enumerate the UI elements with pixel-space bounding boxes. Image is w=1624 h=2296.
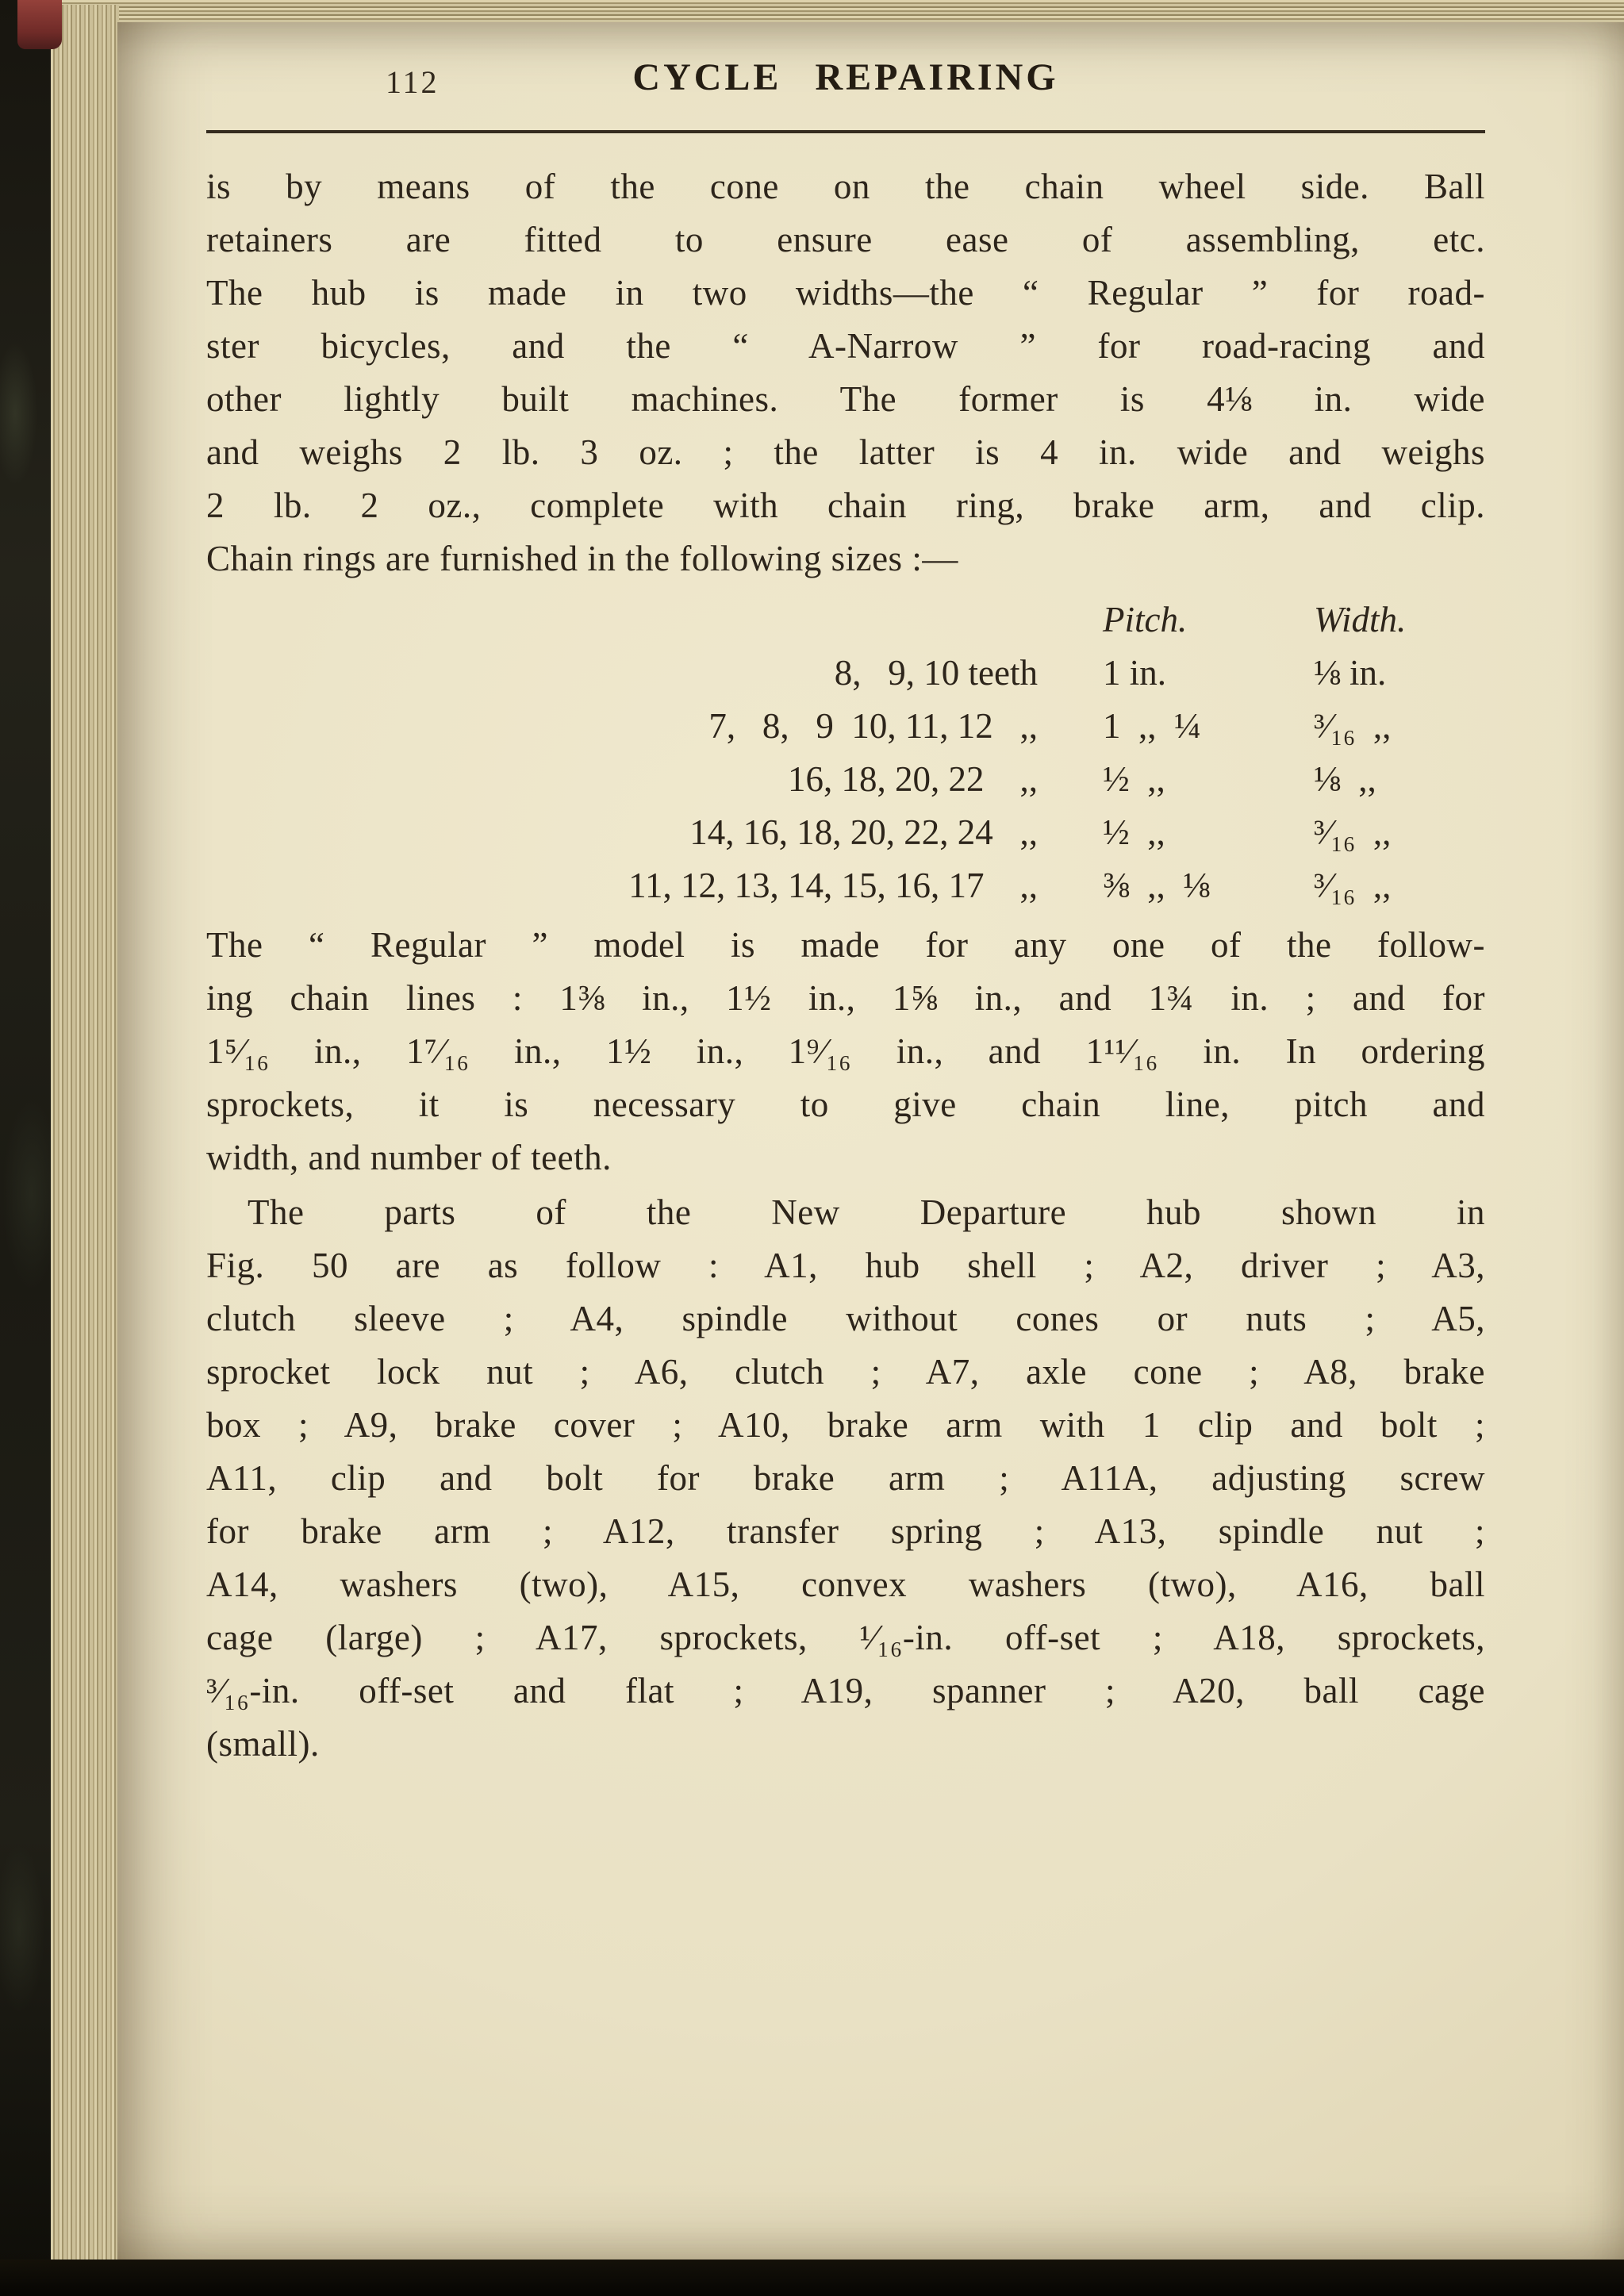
- paragraph-line: The “ Regular ” model is made for any one of the follow-: [206, 925, 1485, 965]
- pitch-cell: 1 ,, ¼: [1103, 706, 1201, 746]
- teeth-cell: 11, 12, 13, 14, 15, 16, 17 ,,: [628, 866, 1038, 905]
- paragraph-hub-parts: [206, 1186, 1485, 1771]
- pitch-cell: ⅜ ,, ⅛: [1103, 866, 1210, 905]
- pitch-cell: 1 in.: [1103, 653, 1167, 693]
- table-row: [206, 806, 1485, 859]
- pitch-cell: ½ ,,: [1103, 759, 1165, 799]
- width-header-cell: Width.: [1314, 600, 1407, 639]
- teeth-cell: 8, 9, 10 teeth: [834, 653, 1038, 693]
- paragraph-line: ster bicycles, and the “ A-Narrow ” for road-racing and: [206, 326, 1485, 366]
- paragraph-line: retainers are fitted to ensure ease of assembling, etc.: [206, 220, 1485, 259]
- paragraph-line: sprocket lock nut ; A6, clutch ; A7, axle cone ; A8, brake: [206, 1352, 1485, 1392]
- running-title: CYCLE REPAIRING: [632, 56, 1059, 98]
- paragraph-chain-lines: [206, 919, 1485, 1184]
- paragraph-line: Fig. 50 are as follow : A1, hub shell ; A2, driver ; A3,: [206, 1246, 1485, 1285]
- width-cell: ⅛ in.: [1314, 653, 1387, 693]
- page-content: [206, 56, 1485, 1771]
- teeth-cell: 7, 8, 9 10, 11, 12 ,,: [708, 706, 1038, 746]
- paragraph-line: The parts of the New Departure hub shown in: [248, 1192, 1485, 1232]
- paragraph-line: 2 lb. 2 oz., complete with chain ring, brake arm, and clip.: [206, 486, 1485, 525]
- page-edges-left: [51, 5, 119, 2271]
- running-head: [206, 56, 1485, 114]
- paragraph-line: (small).: [206, 1724, 320, 1764]
- width-cell: ³⁄₁₆ ,,: [1314, 706, 1392, 746]
- book-spine-cover: [0, 0, 51, 2296]
- paragraph-line: 1⁵⁄₁₆ in., 1⁷⁄₁₆ in., 1½ in., 1⁹⁄₁₆ in., and 1¹¹⁄₁₆ in. In ordering: [206, 1031, 1485, 1071]
- paragraph-line: and weighs 2 lb. 3 oz. ; the latter is 4 in. wide and weighs: [206, 432, 1485, 472]
- table-header-row: [206, 593, 1485, 647]
- paragraph-line: sprockets, it is necessary to give chain line, pitch and: [206, 1085, 1485, 1124]
- paragraph-line: cage (large) ; A17, sprockets, ¹⁄₁₆-in. off-set ; A18, sprockets,: [206, 1618, 1485, 1657]
- paragraph-line: box ; A9, brake cover ; A10, brake arm with 1 clip and bolt ;: [206, 1405, 1485, 1445]
- table-row: [206, 753, 1485, 806]
- page-edges-top: [51, 0, 1624, 24]
- teeth-header-cell: [206, 593, 1038, 647]
- paragraph-line: The hub is made in two widths—the “ Regular ” for road-: [206, 273, 1485, 313]
- width-cell: ³⁄₁₆ ,,: [1314, 812, 1392, 852]
- paper-page: [117, 22, 1624, 2260]
- table-row: [206, 700, 1485, 753]
- paragraph-line: Chain rings are furnished in the following sizes :—: [206, 539, 958, 578]
- table-row: [206, 859, 1485, 912]
- teeth-cell: 16, 18, 20, 22 ,,: [788, 759, 1038, 799]
- width-cell: ⅛ ,,: [1314, 759, 1376, 799]
- paragraph-line: width, and number of teeth.: [206, 1138, 612, 1177]
- paragraph-line: is by means of the cone on the chain wheel side. Ball: [206, 167, 1485, 206]
- spine-headband: [17, 0, 62, 49]
- paragraph-line: A14, washers (two), A15, convex washers (two), A16, ball: [206, 1565, 1485, 1604]
- paragraph-hub-description: [206, 160, 1485, 586]
- page-number: 112: [386, 64, 440, 100]
- pitch-header-cell: Pitch.: [1103, 600, 1188, 639]
- table-row: [206, 647, 1485, 700]
- book-bottom-edge: [0, 2260, 1624, 2296]
- width-cell: ³⁄₁₆ ,,: [1314, 866, 1392, 905]
- paragraph-line: A11, clip and bolt for brake arm ; A11A, adjusting screw: [206, 1458, 1485, 1498]
- teeth-cell: 14, 16, 18, 20, 22, 24 ,,: [689, 812, 1038, 852]
- paragraph-line: other lightly built machines. The former is 4⅛ in. wide: [206, 379, 1485, 419]
- header-rule: [206, 130, 1485, 133]
- paragraph-line: ³⁄₁₆-in. off-set and flat ; A19, spanner ; A20, ball cage: [206, 1671, 1485, 1710]
- paragraph-line: for brake arm ; A12, transfer spring ; A13, spindle nut ;: [206, 1511, 1485, 1551]
- pitch-cell: ½ ,,: [1103, 812, 1165, 852]
- paragraph-line: ing chain lines : 1⅜ in., 1½ in., 1⅝ in., and 1¾ in. ; and for: [206, 978, 1485, 1018]
- paragraph-line: clutch sleeve ; A4, spindle without cones or nuts ; A5,: [206, 1299, 1485, 1338]
- chain-ring-sizes-table: [206, 593, 1485, 912]
